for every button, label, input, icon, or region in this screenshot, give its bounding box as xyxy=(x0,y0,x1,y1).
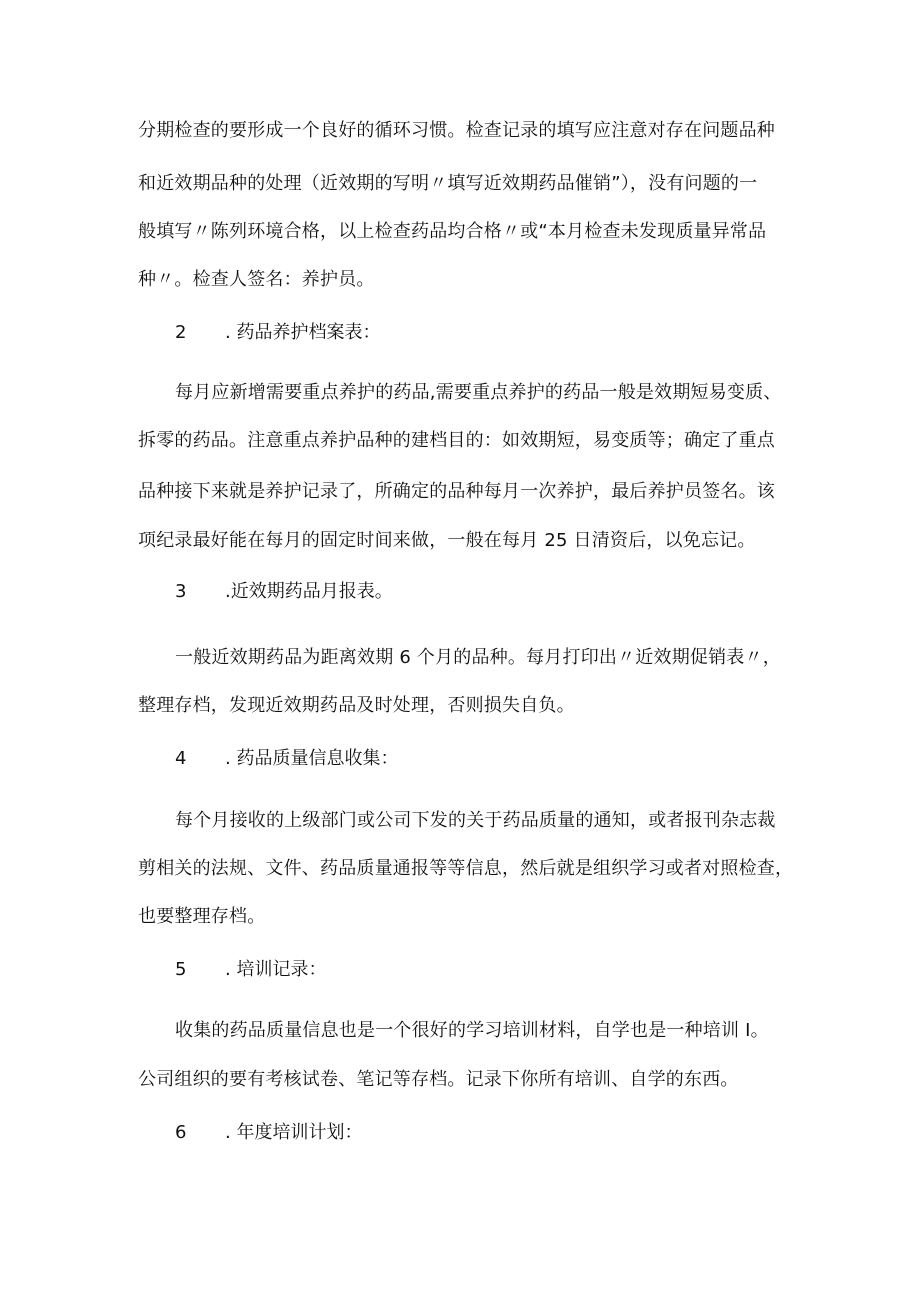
section-heading-5 xyxy=(175,957,326,983)
section-number: 2 xyxy=(175,322,187,343)
section-number: 5 xyxy=(175,959,187,980)
section-number: 6 xyxy=(175,1122,187,1143)
paragraph-line: 和近效期品种的处理（近效期的写明〃填写近效期药品催销”），没有问题的一 xyxy=(138,173,758,194)
section-title: . 培训记录： xyxy=(225,959,327,980)
paragraph-line: 也要整理存档。 xyxy=(138,906,266,927)
section-number: 3 xyxy=(175,581,187,602)
section-heading-4 xyxy=(175,746,398,772)
paragraph-line: 般填写〃陈列环境合格，以上检查药品均合格〃或“本月检查未发现质量异常品 xyxy=(138,221,767,242)
section-heading-2 xyxy=(175,320,380,346)
paragraph-line: 种〃。检查人签名：养护员。 xyxy=(138,269,375,290)
paragraph-line: 品种接下来就是养护记录了，所确定的品种每月一次养护，最后养护员签名。该 xyxy=(138,481,775,502)
section-title: . 药品质量信息收集： xyxy=(225,748,399,769)
paragraph-line: 每月应新增需要重点养护的药品,需要重点养护的药品一般是效期短易变质、 xyxy=(175,382,782,403)
section-heading-3 xyxy=(175,579,393,605)
section-number: 4 xyxy=(175,748,187,769)
paragraph-line: 拆零的药品。注意重点养护品种的建档目的：如效期短，易变质等；确定了重点 xyxy=(138,430,775,451)
section-title: . 年度培训计划： xyxy=(225,1122,363,1143)
paragraph-line: 收集的药品质量信息也是一个很好的学习培训材料，自学也是一种培训 I。 xyxy=(175,1020,769,1041)
paragraph-line: 分期检查的要形成一个良好的循环习惯。检查记录的填写应注意对存在问题品种 xyxy=(138,120,775,141)
section-title: . 药品养护档案表： xyxy=(225,322,381,343)
paragraph-line: 一般近效期药品为距离效期 6 个月的品种。每月打印出〃近效期促销表〃， xyxy=(175,647,781,668)
paragraph-line: 剪相关的法规、文件、药品质量通报等等信息，然后就是组织学习或者对照检查， xyxy=(138,858,794,879)
paragraph-line: 公司组织的要有考核试卷、笔记等存档。记录下你所有培训、自学的东西。 xyxy=(138,1069,739,1090)
paragraph-line: 每个月接收的上级部门或公司下发的关于药品质量的通知，或者报刊杂志裁 xyxy=(175,810,776,831)
paragraph-line: 项纪录最好能在每月的固定时间来做，一般在每月 25 日清资后，以免忘记。 xyxy=(138,530,756,551)
paragraph-line: 整理存档，发现近效期药品及时处理，否则损失自负。 xyxy=(138,695,575,716)
section-title: .近效期药品月报表。 xyxy=(225,581,393,602)
section-heading-6 xyxy=(175,1120,362,1146)
